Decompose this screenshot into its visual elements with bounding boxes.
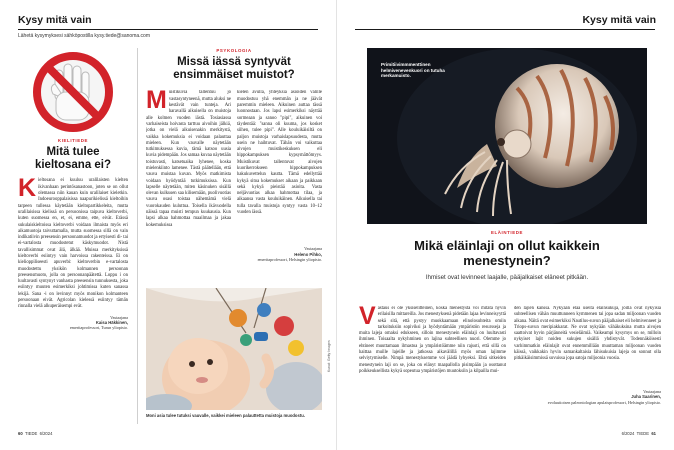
header-rule-left — [18, 29, 318, 30]
body-elaintiede-left: astaus ei ole yksiselitteinen, koska menestystä voi mitata hyvin erilaisilla mittareilla. Jos menestyksenä pidetään lajaa levinneisyyttä sekä sitä, että pystyy muokkaamaan elinolosuhteita omiin tarkoituksiin sopiviksi ja hyödyntämään ympäristön resursseja ja muita lajeja omaksi edukseen, silloin menestynein eläinlaji on luultavasti ihminen. Toisaalta nykyhminen on lajina suhteellisen nuori. Olemme jo ehtineet muuttamaan ilmastoa ja ympäristöämme niin rajusti, että sillä on haittaa muille lajeille ja jatkossa aikavälillä myös oman lajimme selviytymiselle. Nimpä menestyksemme voi jäädä lyhyeksi. Ehtä sitkeiden menestynein laji on se, joka on elänyt maapallolla pisimpään ja osottanut poikkeuksellista kykyä sopeutua ympäristöjen muutoksiin ja kilpailla mui- — [359, 306, 506, 374]
body-kielitiede — [18, 174, 128, 310]
footer-right — [622, 431, 656, 436]
header-rule-right — [355, 29, 655, 30]
send-line: Lähetä kysymyksesi sähköpostilla kysy.tiede@sanoma.com — [18, 33, 150, 39]
kicker-psykologia: PSYKOLOGIA — [216, 48, 252, 53]
page-number-left: 60 — [18, 431, 23, 436]
body-psykologia-right: kielen avulla, yhteyksiä asioiden välille muodostuu yhä enemmän ja ne jäävät paremmin mieleen. Aikuinen auttaa tässä luonnostaan. Jos lapsi esimerkiksi näyttää sormeaan ja sanoo "pipi", aikuinen voi täydentää: "sanna oli kuuma, jos kosket siihen, tulee pipi". Alle kouluikäisiltä on paljon muistoja varhaislapsuudesta, mutta usein ne haihtuvat. Tähän voi vaikuttaa aivojen muistikeskuksen eli hippokampuksen kypsymättömyys. Muistikuvat tallentuvat aivojen kuorikerrokseen hippokampuksen hakukuvettelun kautta. Tämä edellyttää kykyä sitoa kokemukset aikaan ja paikkaan sekä kykyä pieistää asioita. Vasta neljävuotias alkaa hahmottaa tilaa, ja aikaansa vasta kouluikäinen. Aikuisella tai tulla tavalla muistoja syntyy vasta 10–12 vuoden iässä. — [237, 90, 322, 216]
column-divider — [137, 48, 138, 424]
body-elaintiede-col1 — [359, 306, 506, 424]
magazine-name-left: TIEDE — [24, 431, 38, 436]
footer-left — [18, 431, 52, 436]
body-psykologia-col1 — [146, 90, 231, 273]
psykologia-columns — [146, 90, 322, 273]
body-elaintiede-right: den lajien kanssa. Nykyään elää useita eläinsukuja, joilla ovat nykyisiä suhteellisen vähän muuttunneen kymmenen tai jopa sadan miljoonan vuoden aikana. Näitä ovat esimerkiksi Nautilus-suvun pääjalkaiset eli helmivenneet ja Triops-suvun meripiakkarat. Ne ovat nykyään vähäkuksina mutta aivojen saattoivat hyvin pärjänneitä vesieläimiä. Vaikeampi kysymys on se, milloin nykyiset lajit noiden sukujen sisällä yhdistyvät. Todennäköisesti varhimmatkin eläinlajit ovat ennemmillään muuttaman miljoonan vuoden käissä, vaikkakin hyvin samankaltaisia lähisukuisia lajeja on sonnut olla pitkäikäisimmissä suvuissa jopa satoja miljoonia vuosia. — [514, 306, 661, 362]
body-kielitiede-text: ieltosana ei kuuluu uralilaisten kielten ikivanhaan perintösanastoon, joten se on ollut olemassa niin kauan kuin uralilaiset kieletkin. Indoeurooppalaisissa naapurikielissä kieltoihin tarpeen tullessa käytetään kieltopartikkeleita, mutta uralilaisissa kielissä on persoonissa taipuva kieltoverbi, kuten suomessa en, et, ei, emme, ette, eivät. Erässä sukulaiskieltoissa kieltoverbi voidaan ilmaista myös eri aikamuotoja taivuttamalla, mutta suomessa sillä on vain indikatiivin preesensin persoonamuodot ja ertyisesti di- tai ei-vartalosta muodostetut käskymuodot. Nistä tavallisimmat ovat älä, älkää. Muissa merkityksissä kieltoverbi esiintyy vain harvoissa rakenteissa. Ei on kielioppiliseesti apuverbi: kieltoverbin e-vartalosta muodostettu yksikön kolmannen persoonan preesensmuoto, jolla on persoonanpäätettä. Loppu i on luultavasti syntynyt vanhasta preesensin tunnuksesta, joka esiintyy muuten esimerkiksi johtimissa kuten sanassa lekijä. Sana -i on levinnyt myös monikon kolmanteen persoonaan eivät. Agricolan kielessä esiintyy tämän rinnalla vielä alkuperäisempi evät. — [18, 178, 128, 310]
issue-left: 6/2024 — [39, 431, 53, 436]
baby-photo-caption: Moni asia tulee tutuksi vauvalle, vaikkei mieleen palauttetta muistoja muodostu. — [146, 413, 305, 418]
article-kielitiede — [18, 50, 128, 331]
standfirst-elaintiede: Ihmiset ovat levinneet laajalle, pääjalkaiset eläneet pitkään. — [425, 273, 589, 281]
kicker-kielitiede: KIELITIEDE — [57, 138, 89, 143]
elaintiede-columns — [359, 306, 661, 424]
nautilus-caption: Primitiivimmmenttinen helmivenevenkuori on tutuha merkamuisto. — [381, 62, 445, 79]
dropcap-m: M — [146, 90, 167, 115]
dropcap-v: V — [359, 306, 376, 330]
issue-right: 6/2024 — [621, 431, 635, 436]
section-title-right: Kysy mitä vain — [582, 14, 656, 26]
answerer-role-2: Vastaajana — [304, 246, 322, 252]
kicker-elaintiede: ELÄINTIEDE — [490, 230, 524, 235]
nautilus-photo — [367, 48, 647, 224]
answerer-title-2: emeritaprofessori, Helsingin yliopisto. — [257, 257, 322, 263]
body-elaintiede-col2 — [514, 306, 661, 424]
magazine-name-right: TIEDE — [636, 431, 649, 436]
body-psykologia-col2 — [237, 90, 322, 273]
answerer-elaintiede — [514, 389, 661, 405]
stop-hand-icon — [29, 50, 117, 134]
dropcap-k: K — [18, 174, 37, 203]
answerer-name-2: Heleno Pihko, — [294, 251, 322, 257]
answerer-title: emeritaprofessori, Turun yliopisto. — [69, 325, 128, 331]
section-title-left: Kysy mitä vain — [18, 14, 92, 26]
left-page — [0, 0, 336, 450]
headline-kielitiede: Mitä tulee kieltosana ei? — [34, 146, 112, 172]
answerer-psykologia — [237, 246, 322, 262]
answerer-role-3: Vastaajana — [643, 389, 661, 394]
baby-toys-illustration — [146, 288, 322, 410]
headline-elaintiede: Mikä eläinlaji on ollut kaikkein menestynein? — [414, 238, 600, 268]
page-number-right: 61 — [651, 431, 656, 436]
answerer-name-3: Juha Saarinen, — [631, 394, 661, 400]
photo-credit: Kuvat: Getty Images — [327, 340, 331, 372]
answerer-role: Vastaajana — [110, 314, 128, 320]
right-page — [337, 0, 674, 450]
answerer-name: Kaisa Häkkinen, — [95, 320, 128, 326]
article-psykologia — [146, 48, 322, 273]
body-psykologia-left: uistikuvia tallentuu jo vastasyntyneenä, mutta aluksi ne kestävät vain tunteja. Ari haravallä aikuisella on muistoja alle kolmen vuoden iästä. Tosiasiassa varhaiseista hoivasta tarttuu aivoihin jälkiä, jotka on vielä aikuisenakin merkitystä, vaikka kokemuksia ei voidaan palauttaa mieleen. Kun vauvalle näytetään tutkimuksessa kuvia, tämä katsoo uusia kuvia pidempään. Jos samaa kuvaa näytetään toistuvasti, katsetuaika lyhenee, koska mielenkiinto lamenee. Tästä päätellään, että vauva muistaa kuvan. Myös matkimista voidaan hyödyntää tutkimuksissa. Kun lapselle näytetään, miten käsinuken sisällä olevan kulkusen saa kilisemään, puolivuotias vauva osasi toistaa nähemämä vielä vuorokauden kuluttua. Toisella ikävuodella näissä tapaa muisti tempun kuukausia. Kun lapsi alkaa hahmottaa maailmaa ja jakaa kokemuksissa — [146, 90, 231, 228]
headline-psykologia: Missä iässä syntyvät ensimmäiset muistot? — [173, 56, 295, 82]
article-elaintiede-head — [377, 230, 637, 281]
prohibition-illustration — [18, 50, 128, 132]
baby-photo — [146, 288, 322, 410]
answerer-title-3: evoluutioisen paleontologian apulaisprofessori, Helsingin yliopisto. — [547, 399, 661, 405]
answerer-kielitiede — [18, 315, 128, 331]
